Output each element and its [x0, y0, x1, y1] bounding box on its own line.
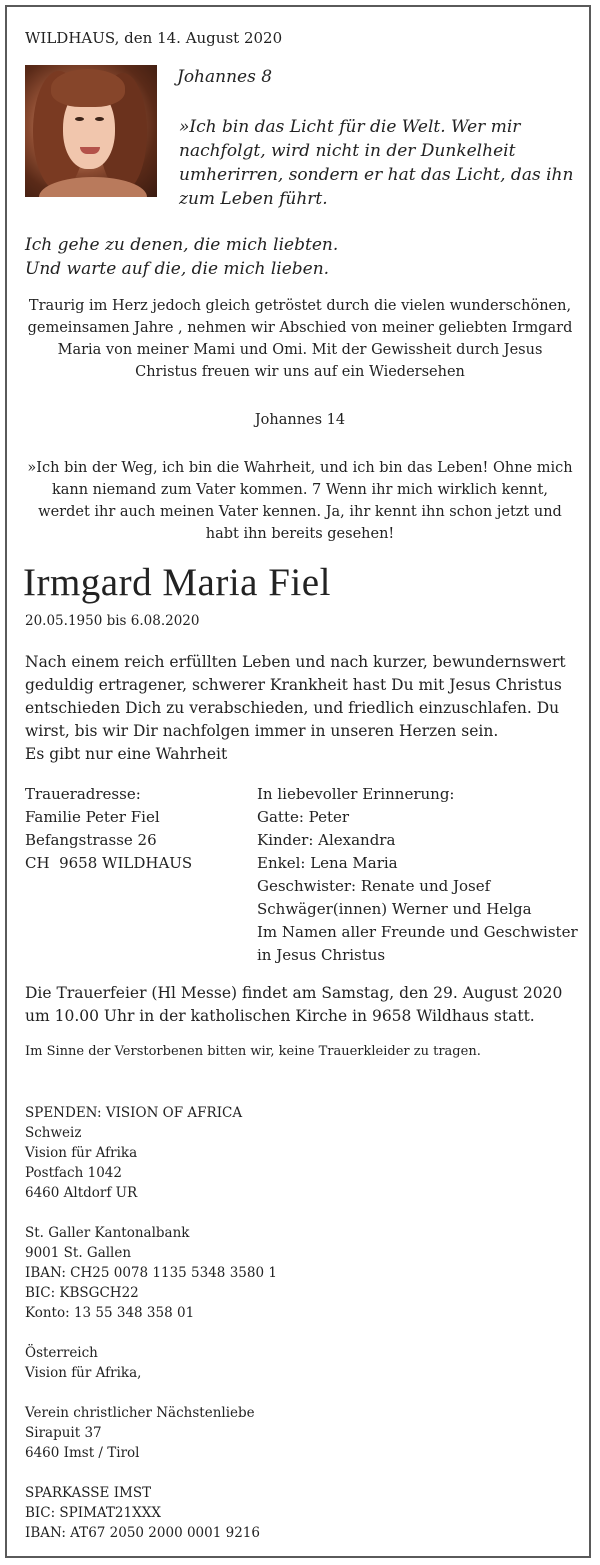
donation-line: St. Galler Kantonalbank: [25, 1225, 190, 1241]
donation-line: Schweiz: [25, 1125, 82, 1141]
donation-line: BIC: SPIMAT21XXX: [25, 1505, 161, 1521]
donation-line: Sirapuit 37: [25, 1425, 102, 1441]
family-line: Geschwister: Renate und Josef: [257, 877, 491, 895]
donation-info: [25, 1103, 277, 1543]
address-line: Befangstrasse 26: [25, 831, 157, 849]
family-line: Im Namen aller Freunde und Geschwister in Jesus Christus: [257, 923, 578, 964]
donation-line: Verein christlicher Nächstenliebe: [25, 1405, 255, 1421]
ceremony-info: Die Trauerfeier (Hl Messe) findet am Samstag, den 29. August 2020 um 10.00 Uhr in der katholischen Kirche in 9658 Wildhaus statt.: [25, 984, 563, 1025]
obituary-page: [5, 5, 591, 1558]
donation-line: Österreich: [25, 1345, 98, 1361]
donation-line: Postfach 1042: [25, 1165, 122, 1181]
intro-paragraph: Traurig im Herz jedoch gleich getröstet durch die vielen wunderschönen, gemeinsamen Jahre , nehmen wir Abschied von meiner geliebten Irmgard Maria von meiner Mami und Omi. Mit der Gewissheit durch Jesus Christus freuen wir uns auf ein Wiedersehen: [27, 298, 573, 380]
mourning-address: [25, 783, 192, 875]
spacer: [25, 1323, 277, 1343]
obituary-paragraph: Nach einem reich erfüllten Leben und nach kurzer, bewundernswert geduldig ertragener, schwerer Krankheit hast Du mit Jesus Christus entschieden Dich zu verabschieden, und friedlich einzuschlafen. Du wirst, bis wir Dir nachfolgen immer in unseren Herzen sein.: [25, 653, 566, 740]
donation-line: 6460 Altdorf UR: [25, 1185, 138, 1201]
address-line: CH 9658 WILDHAUS: [25, 854, 193, 872]
family-line: Enkel: Lena Maria: [257, 854, 398, 872]
donation-line: Konto: 13 55 348 358 01: [25, 1305, 195, 1321]
verse-reference: Johannes 8: [177, 67, 273, 87]
portrait-photo: [25, 65, 157, 197]
family-line: In liebevoller Erinnerung:: [257, 785, 455, 803]
family-line: Kinder: Alexandra: [257, 831, 396, 849]
obituary-text: [25, 651, 570, 766]
donation-line: BIC: KBSGCH22: [25, 1285, 139, 1301]
dress-request: Im Sinne der Verstorbenen bitten wir, keine Trauerkleider zu tragen.: [25, 1044, 481, 1059]
eye-shape: [95, 117, 104, 121]
address-line: Familie Peter Fiel: [25, 808, 160, 826]
donation-line: 6460 Imst / Tirol: [25, 1445, 140, 1461]
deceased-name: Irmgard Maria Fiel: [23, 561, 331, 604]
donation-line: Vision für Afrika,: [25, 1365, 142, 1381]
family-line: Schwäger(innen) Werner und Helga: [257, 900, 532, 918]
motto-line: Ich gehe zu denen, die mich liebten.: [25, 235, 339, 255]
family-line: Gatte: Peter: [257, 808, 350, 826]
hair-shape: [51, 69, 125, 107]
family-list: [257, 783, 582, 967]
verse-reference: Johannes 14: [254, 412, 346, 428]
donation-line: SPENDEN: VISION OF AFRICA: [25, 1105, 243, 1121]
life-dates: 20.05.1950 bis 6.08.2020: [25, 613, 200, 629]
obituary-closing: Es gibt nur eine Wahrheit: [25, 745, 228, 763]
verse-text: »Ich bin das Licht für die Welt. Wer mir nachfolgt, wird nicht in der Dunkelheit umherirren, sondern er hat das Licht, das ihn zum Leben führt.: [179, 117, 574, 209]
donation-line: Vision für Afrika: [25, 1145, 138, 1161]
spacer: [25, 1203, 277, 1223]
donation-line: IBAN: CH25 0078 1135 5348 3580 1: [25, 1265, 277, 1281]
spacer: [25, 1383, 277, 1403]
motto: [25, 233, 338, 281]
eye-shape: [75, 117, 84, 121]
donation-line: IBAN: AT67 2050 2000 0001 9216: [25, 1525, 260, 1541]
address-line: Traueradresse:: [25, 785, 141, 803]
place-date: WILDHAUS, den 14. August 2020: [25, 29, 283, 47]
donation-line: SPARKASSE IMST: [25, 1485, 152, 1501]
motto-line: Und warte auf die, die mich lieben.: [25, 259, 330, 279]
spacer: [25, 1463, 277, 1483]
donation-line: 9001 St. Gallen: [25, 1245, 132, 1261]
verse-text: »Ich bin der Weg, ich bin die Wahrheit, und ich bin das Leben! Ohne mich kann niemand zum Vater kommen. 7 Wenn ihr mich wirklich kennt, werdet ihr auch meinen Vater kennen. Ja, ihr kennt ihn schon jetzt und habt ihn bereits gesehen!: [27, 460, 573, 542]
